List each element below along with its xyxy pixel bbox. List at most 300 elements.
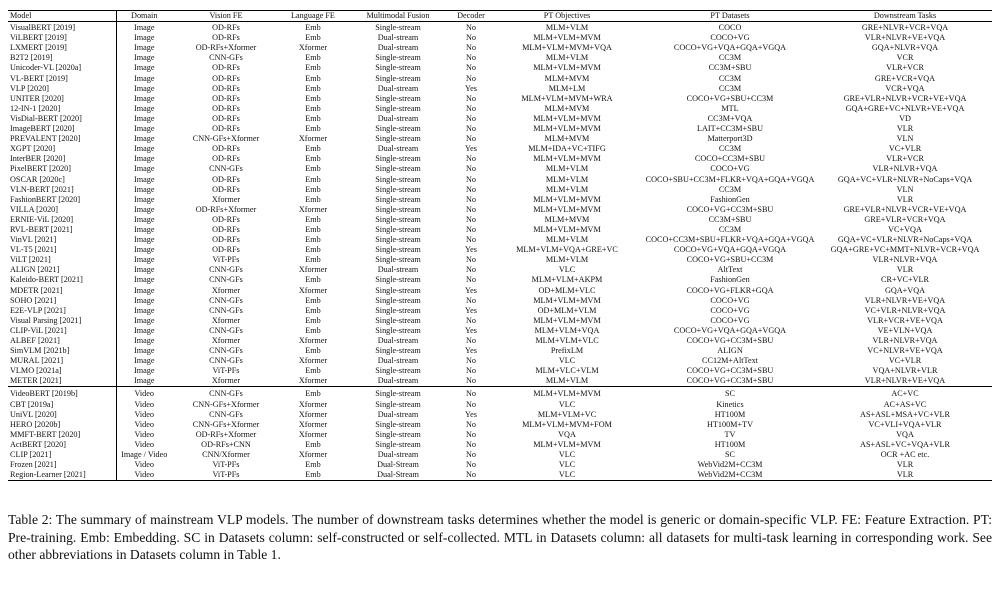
cell-language-fe: Xformer [298, 134, 328, 144]
cell-pt-objectives: MLM+VLM [545, 23, 589, 33]
cell-vision-fe: CNN-GFs+Xformer [192, 399, 260, 409]
cell-vision-fe: CNN-GFs+Xformer [192, 419, 260, 429]
table-row [8, 296, 992, 306]
cell-downstream-tasks: GQA+VC+VLR+NLVR+NoCaps+VQA [837, 235, 973, 245]
cell-vision-fe: OD-RFs [212, 113, 240, 123]
cell-decoder: No [465, 439, 476, 449]
cell-language-fe: Emb [305, 295, 321, 305]
cell-decoder: No [465, 450, 476, 460]
cell-pt-datasets: COCO+VG+CC3M+SBU [686, 376, 774, 386]
cell-downstream-tasks: AC+AS+VC [883, 399, 927, 409]
cell-language-fe: Emb [305, 83, 321, 93]
table-row [8, 134, 992, 144]
table-row [8, 336, 992, 346]
cell-model: ALIGN [2021] [8, 265, 116, 275]
cell-pt-datasets: FashionGen [710, 194, 750, 204]
table-row [8, 286, 992, 296]
cell-multimodal-fusion: Dual-stream [377, 450, 419, 460]
table-row [8, 195, 992, 205]
cell-model: ImageBERT [2020] [8, 124, 116, 134]
cell-multimodal-fusion: Single-stream [375, 346, 421, 356]
cell-pt-objectives: MLM+VLM [545, 255, 589, 265]
cell-language-fe: Emb [280, 387, 346, 400]
cell-pt-objectives: VLC [558, 356, 576, 366]
cell-vision-fe: Xformer [211, 336, 241, 345]
table-row [8, 235, 992, 245]
cell-pt-objectives: MLM+VLM [545, 174, 589, 184]
cell-pt-objectives: MLM+VLM+MVM+WRA [521, 93, 613, 103]
cell-multimodal-fusion: Single-stream [375, 103, 421, 113]
cell-pt-datasets: COCO+VG+VQA+GQA+VGQA [673, 245, 787, 255]
cell-model: Visual Parsing [2021] [8, 316, 116, 326]
cell-model: VisDial-BERT [2020] [8, 114, 116, 124]
cell-pt-datasets: CC3M+SBU [708, 214, 752, 224]
cell-downstream-tasks: VC+VLR [888, 144, 922, 154]
table-row [8, 33, 992, 43]
table-row [8, 275, 992, 285]
cell-multimodal-fusion: Single-stream [375, 255, 421, 265]
cell-pt-datasets: WebVid2M+CC3M [642, 470, 818, 481]
cell-domain: Image [134, 134, 155, 144]
cell-pt-objectives: MLM+VLM [545, 164, 589, 174]
cell-pt-datasets: LAIT+CC3M+SBU [696, 124, 764, 134]
cell-multimodal-fusion: Dual-stream [377, 409, 419, 419]
cell-vision-fe: Xformer [211, 315, 241, 325]
table-row [8, 215, 992, 225]
cell-decoder: No [465, 295, 476, 305]
cell-pt-objectives: MLM+VLM+AKPM [531, 275, 603, 285]
cell-downstream-tasks: GQA+VC+VLR+NLVR+NoCaps+VQA [837, 174, 973, 184]
cell-downstream-tasks: CR+VC+VLR [881, 275, 929, 285]
cell-multimodal-fusion: Single-stream [375, 295, 421, 305]
cell-downstream-tasks: AS+ASL+VC+VQA+VLR [860, 439, 950, 449]
cell-decoder: No [465, 429, 476, 439]
cell-pt-objectives: MLM+VLM [545, 184, 589, 194]
cell-language-fe: Emb [305, 33, 321, 43]
image-models-section [8, 22, 992, 387]
cell-domain: Image [134, 83, 155, 93]
cell-model: MURAL [2021] [8, 356, 116, 366]
cell-pt-datasets: COCO+VG+SBU+CC3M [686, 255, 774, 265]
column-header-decoder: Decoder [450, 11, 492, 22]
cell-multimodal-fusion: Single-stream [375, 439, 421, 449]
cell-pt-datasets: HT100M [714, 409, 746, 419]
cell-multimodal-fusion: Single-stream [375, 285, 421, 295]
video-models-section [8, 387, 992, 481]
cell-model: Kaleido-BERT [2021] [8, 275, 116, 285]
table-row [8, 124, 992, 134]
cell-downstream-tasks: VCR [896, 53, 914, 63]
cell-decoder: No [465, 235, 476, 245]
cell-model: ViLT [2021] [8, 255, 116, 265]
cell-language-fe: Emb [305, 460, 321, 470]
cell-language-fe: Emb [305, 305, 321, 315]
cell-multimodal-fusion: Single-stream [375, 194, 421, 204]
cell-language-fe: Emb [305, 275, 321, 285]
cell-downstream-tasks: VLR [896, 460, 914, 470]
cell-decoder: No [465, 174, 476, 184]
cell-pt-datasets: COCO+VG+CC3M+SBU [686, 366, 774, 376]
cell-domain: Image [134, 174, 155, 184]
cell-pt-objectives: MLM+VLM+MVM [533, 63, 601, 73]
cell-multimodal-fusion: Single-stream [375, 93, 421, 103]
table-row [8, 63, 992, 73]
cell-domain: Video [134, 429, 155, 439]
cell-pt-datasets: COCO+VG [710, 295, 750, 305]
cell-pt-objectives: OD+MLM+VLC [538, 285, 596, 295]
cell-vision-fe: CNN-GFs [209, 409, 243, 419]
cell-pt-objectives: MLM+MVM [544, 73, 590, 83]
cell-vision-fe: CNN-GFs [209, 275, 243, 285]
cell-domain: Video [134, 460, 155, 470]
cell-model: E2E-VLP [2021] [8, 306, 116, 316]
cell-pt-objectives: MLM+VLM+MVM [492, 387, 642, 400]
cell-downstream-tasks: AS+ASL+MSA+VC+VLR [860, 409, 950, 419]
cell-pt-datasets: COCO+VG+CC3M+SBU [686, 204, 774, 214]
cell-domain: Image [134, 43, 155, 53]
cell-domain: Image [134, 144, 155, 154]
cell-decoder: No [450, 387, 492, 400]
cell-multimodal-fusion: Dual-Stream [377, 460, 419, 470]
cell-pt-objectives: VLC [558, 450, 576, 460]
cell-pt-objectives: MLM+VLM+MVM [533, 315, 601, 325]
cell-pt-datasets: COCO+SBU+CC3M+FLKR+VQA+GQA+VGQA [645, 174, 815, 184]
cell-language-fe: Emb [305, 439, 321, 449]
cell-domain: Image [134, 93, 155, 103]
cell-language-fe: Xformer [298, 409, 328, 419]
table-row [8, 144, 992, 154]
cell-language-fe: Emb [305, 124, 321, 134]
cell-domain: Video [116, 470, 172, 481]
cell-downstream-tasks: GRE+VLR+NLVR+VCR+VE+VQA [843, 93, 967, 103]
cell-decoder: No [465, 53, 476, 63]
cell-vision-fe: OD-RFs [212, 124, 240, 134]
cell-downstream-tasks: VLR+NLVR+VE+VQA [864, 376, 946, 386]
cell-downstream-tasks: GRE+VLR+NLVR+VCR+VE+VQA [843, 204, 967, 214]
cell-language-fe: Emb [305, 235, 321, 245]
cell-decoder: No [465, 184, 476, 194]
table-row [8, 366, 992, 376]
cell-multimodal-fusion: Dual-stream [377, 144, 419, 154]
cell-pt-datasets: CC3M+SBU [708, 63, 752, 73]
cell-domain: Image [134, 214, 155, 224]
cell-language-fe: Emb [305, 194, 321, 204]
cell-decoder: Yes [465, 305, 477, 315]
cell-model: OSCAR [2020c] [8, 175, 116, 185]
cell-decoder: No [465, 23, 476, 33]
cell-vision-fe: OD-RFs [212, 144, 240, 154]
cell-multimodal-fusion: Dual-Stream [346, 470, 450, 481]
cell-model: InterBER [2020] [8, 154, 116, 164]
table-row [8, 356, 992, 366]
cell-domain: Image [134, 285, 155, 295]
cell-pt-datasets: TV [724, 429, 736, 439]
cell-domain: Image [134, 53, 155, 63]
column-header-language-fe: Language FE [280, 11, 346, 22]
cell-vision-fe: Xformer [211, 376, 241, 386]
cell-vision-fe: CNN-GFs [172, 387, 280, 400]
cell-downstream-tasks: VLR [896, 124, 914, 134]
cell-downstream-tasks: GRE+VLR+VCR+VQA [864, 214, 946, 224]
cell-downstream-tasks: VCR+VQA [885, 83, 925, 93]
cell-multimodal-fusion: Dual-stream [377, 356, 419, 366]
cell-multimodal-fusion: Single-stream [375, 204, 421, 214]
cell-domain: Image [134, 164, 155, 174]
cell-pt-datasets: CC3M [718, 224, 742, 234]
cell-multimodal-fusion: Single-stream [375, 23, 421, 33]
table-row [8, 225, 992, 235]
column-header-domain: Domain [116, 11, 172, 22]
cell-downstream-tasks: GQA+GRE+VC+NLVR+VE+VQA [845, 103, 965, 113]
cell-multimodal-fusion: Dual-stream [377, 265, 419, 275]
cell-decoder: No [465, 194, 476, 204]
cell-vision-fe: OD-RFs [212, 93, 240, 103]
cell-language-fe: Xformer [298, 204, 328, 214]
cell-vision-fe: OD-RFs [212, 224, 240, 234]
cell-multimodal-fusion: Single-stream [375, 245, 421, 255]
cell-downstream-tasks: VLR [896, 265, 914, 275]
cell-model: MMFT-BERT [2020] [8, 430, 116, 440]
cell-downstream-tasks: VC+VLR+NLVR+VQA [864, 305, 946, 315]
cell-vision-fe: CNN/Xformer [202, 450, 250, 460]
cell-downstream-tasks: VQA+NLVR+VLR [872, 366, 938, 376]
cell-decoder: No [465, 103, 476, 113]
cell-vision-fe: CNN-GFs [209, 356, 243, 366]
cell-pt-datasets: COCO+CC3M+SBU+FLKR+VQA+GQA+VGQA [645, 235, 815, 245]
cell-downstream-tasks: VLR [896, 194, 914, 204]
column-header-downstream-tasks: Downstream Tasks [818, 11, 992, 22]
cell-language-fe: Emb [305, 154, 321, 164]
table-row [8, 265, 992, 275]
cell-domain: Image [134, 113, 155, 123]
cell-vision-fe: CNN-GFs+Xformer [192, 134, 260, 144]
cell-pt-datasets: COCO+VG [710, 33, 750, 43]
cell-pt-objectives: MLM+VLM+MVM [533, 194, 601, 204]
cell-domain: Image [134, 184, 155, 194]
cell-language-fe: Xformer [298, 376, 328, 386]
cell-pt-datasets: WebVid2M+CC3M [697, 460, 763, 470]
cell-decoder: No [465, 419, 476, 429]
table-row [8, 346, 992, 356]
cell-pt-datasets: SC [642, 387, 818, 400]
cell-vision-fe: OD-RFs [212, 174, 240, 184]
cell-model: HERO [2020b] [8, 420, 116, 430]
cell-language-fe: Emb [305, 315, 321, 325]
cell-multimodal-fusion: Single-stream [375, 275, 421, 285]
cell-decoder: No [465, 315, 476, 325]
cell-language-fe: Emb [305, 144, 321, 154]
cell-decoder: No [465, 399, 476, 409]
cell-model: 12-IN-1 [2020] [8, 104, 116, 114]
cell-domain: Image [134, 63, 155, 73]
cell-multimodal-fusion: Dual-stream [377, 376, 419, 386]
cell-model: FashionBERT [2020] [8, 195, 116, 205]
cell-domain: Image [134, 194, 155, 204]
cell-model: UniVL [2020] [8, 410, 116, 420]
cell-pt-objectives: MLM+VLM+VC [537, 409, 597, 419]
cell-decoder: No [465, 356, 476, 366]
column-header-vision-fe: Vision FE [172, 11, 280, 22]
cell-language-fe: Emb [305, 255, 321, 265]
table-row [8, 94, 992, 104]
cell-domain: Image [134, 73, 155, 83]
table-row [8, 387, 992, 400]
cell-multimodal-fusion: Single-stream [375, 73, 421, 83]
cell-multimodal-fusion: Single-stream [375, 174, 421, 184]
cell-vision-fe: OD-RFs [212, 33, 240, 43]
cell-vision-fe: CNN-GFs [209, 53, 243, 63]
cell-multimodal-fusion: Single-stream [375, 305, 421, 315]
cell-pt-datasets: COCO+VG [710, 305, 750, 315]
cell-pt-objectives: MLM+VLM+MVM+FOM [522, 419, 612, 429]
table-row [8, 316, 992, 326]
cell-language-fe: Emb [305, 23, 321, 33]
cell-downstream-tasks: OCR +AC etc. [880, 450, 930, 460]
cell-downstream-tasks: VQA [896, 429, 914, 439]
cell-vision-fe: OD-RFs [212, 154, 240, 164]
cell-language-fe: Xformer [298, 399, 328, 409]
table-row [8, 376, 992, 387]
cell-language-fe: Emb [280, 470, 346, 481]
cell-decoder: Yes [465, 245, 477, 255]
cell-domain: Video [134, 419, 155, 429]
cell-model: ActBERT [2020] [8, 440, 116, 450]
cell-downstream-tasks: VLR+NLVR+VQA [872, 164, 938, 174]
cell-pt-datasets: COCO+VG [710, 164, 750, 174]
cell-decoder: Yes [465, 144, 477, 154]
cell-multimodal-fusion: Single-stream [375, 429, 421, 439]
cell-pt-objectives: MLM+VLM+MVM [533, 204, 601, 214]
cell-pt-datasets: HT100M [714, 439, 746, 449]
cell-language-fe: Emb [305, 346, 321, 356]
cell-decoder: No [465, 275, 476, 285]
table-row [8, 43, 992, 53]
cell-multimodal-fusion: Single-stream [375, 235, 421, 245]
table-container [8, 10, 992, 481]
cell-domain: Image [134, 275, 155, 285]
cell-multimodal-fusion: Dual-stream [377, 83, 419, 93]
cell-downstream-tasks: GRE+NLVR+VCR+VQA [861, 23, 949, 33]
cell-multimodal-fusion: Single-stream [375, 399, 421, 409]
cell-language-fe: Emb [305, 63, 321, 73]
cell-downstream-tasks: VLR+NLVR+VQA [872, 336, 938, 345]
cell-model: METER [2021] [8, 376, 116, 387]
cell-vision-fe: OD-RFs [212, 23, 240, 33]
cell-multimodal-fusion: Single-stream [375, 184, 421, 194]
cell-pt-objectives: MLM+VLM+VQA+GRE+VC [516, 245, 618, 255]
cell-model: VLP [2020] [8, 84, 116, 94]
cell-pt-datasets: CC3M [718, 53, 742, 63]
cell-vision-fe: CNN-GFs [209, 325, 243, 335]
cell-model: Region-Learner [2021] [8, 470, 116, 481]
cell-domain: Image [134, 255, 155, 265]
cell-multimodal-fusion: Single-stream [375, 214, 421, 224]
cell-pt-datasets: COCO+VG+FLKR+GQA [686, 285, 774, 295]
cell-language-fe: Emb [305, 53, 321, 63]
cell-decoder: No [465, 460, 476, 470]
table-row [8, 460, 992, 470]
cell-pt-datasets: COCO+VG+CC3M+SBU [686, 336, 774, 345]
cell-multimodal-fusion: Single-stream [375, 154, 421, 164]
cell-model: SOHO [2021] [8, 296, 116, 306]
table-row [8, 326, 992, 336]
cell-model: PixelBERT [2020] [8, 164, 116, 174]
cell-decoder: Yes [465, 83, 477, 93]
column-header-model: Model [8, 11, 116, 22]
cell-downstream-tasks: GRE+VCR+VQA [874, 73, 936, 83]
cell-language-fe: Emb [305, 174, 321, 184]
cell-decoder: No [465, 63, 476, 73]
cell-vision-fe: Xformer [211, 194, 241, 204]
cell-multimodal-fusion: Single-stream [375, 164, 421, 174]
cell-domain: Video [134, 399, 155, 409]
cell-downstream-tasks: VC+VQA [888, 224, 922, 234]
cell-pt-datasets: COCO+VG+VQA+GQA+VGQA [673, 325, 787, 335]
cell-vision-fe: CNN-GFs [209, 305, 243, 315]
cell-domain: Video [134, 409, 155, 419]
cell-model: ViLBERT [2019] [8, 33, 116, 43]
cell-model: XGPT [2020] [8, 144, 116, 154]
cell-decoder: No [465, 204, 476, 214]
cell-multimodal-fusion: Single-stream [375, 53, 421, 63]
cell-multimodal-fusion: Single-stream [375, 63, 421, 73]
cell-model: VLN-BERT [2021] [8, 185, 116, 195]
cell-vision-fe: OD-RFs+CNN [201, 439, 251, 449]
cell-pt-datasets: CC3M+VQA [707, 113, 753, 123]
table-row [8, 400, 992, 410]
cell-downstream-tasks: VLR+VCR [886, 154, 924, 164]
cell-language-fe: Xformer [298, 419, 328, 429]
table-row [8, 205, 992, 215]
cell-decoder: No [450, 470, 492, 481]
cell-decoder: No [465, 43, 476, 53]
cell-pt-datasets: CC3M [718, 73, 742, 83]
cell-downstream-tasks: VLR+VCR+VE+VQA [867, 315, 943, 325]
cell-domain: Image [134, 103, 155, 113]
table-row [8, 22, 992, 34]
cell-vision-fe: OD-RFs [212, 73, 240, 83]
table-row [8, 306, 992, 316]
cell-vision-fe: ViT-PFs [212, 255, 240, 265]
cell-pt-datasets: FashionGen [710, 275, 750, 285]
cell-pt-objectives: MLM+IDA+VC+TIFG [528, 144, 606, 154]
cell-domain: Image [134, 23, 155, 33]
cell-model: VILLA [2020] [8, 205, 116, 215]
cell-multimodal-fusion: Dual-stream [377, 33, 419, 43]
cell-pt-objectives: VLC [558, 460, 576, 470]
cell-vision-fe: ViT-PFs [212, 460, 240, 470]
cell-downstream-tasks: GQA+NLVR+VQA [871, 43, 939, 53]
cell-downstream-tasks: VLN [896, 134, 914, 144]
cell-domain: Image [134, 154, 155, 164]
cell-pt-datasets: COCO+CC3M+SBU [694, 154, 766, 164]
table-row [8, 53, 992, 63]
cell-domain: Image [134, 376, 155, 386]
cell-pt-objectives: MLM+VLM+MVM [533, 295, 601, 305]
cell-model: SimVLM [2021b] [8, 346, 116, 356]
cell-pt-objectives: MLM+VLM+VQA [534, 325, 600, 335]
cell-multimodal-fusion: Dual-stream [377, 113, 419, 123]
cell-pt-objectives: MLM+VLM+MVM+VQA [522, 43, 612, 53]
cell-decoder: No [465, 113, 476, 123]
cell-pt-datasets: ALIGN [717, 346, 743, 356]
cell-language-fe: Xformer [298, 285, 328, 295]
cell-vision-fe: ViT-PFs [172, 470, 280, 481]
cell-language-fe: Xformer [298, 336, 328, 345]
cell-model: VL-BERT [2019] [8, 74, 116, 84]
cell-decoder: No [465, 265, 476, 275]
cell-pt-objectives: MLM+LM [548, 83, 586, 93]
